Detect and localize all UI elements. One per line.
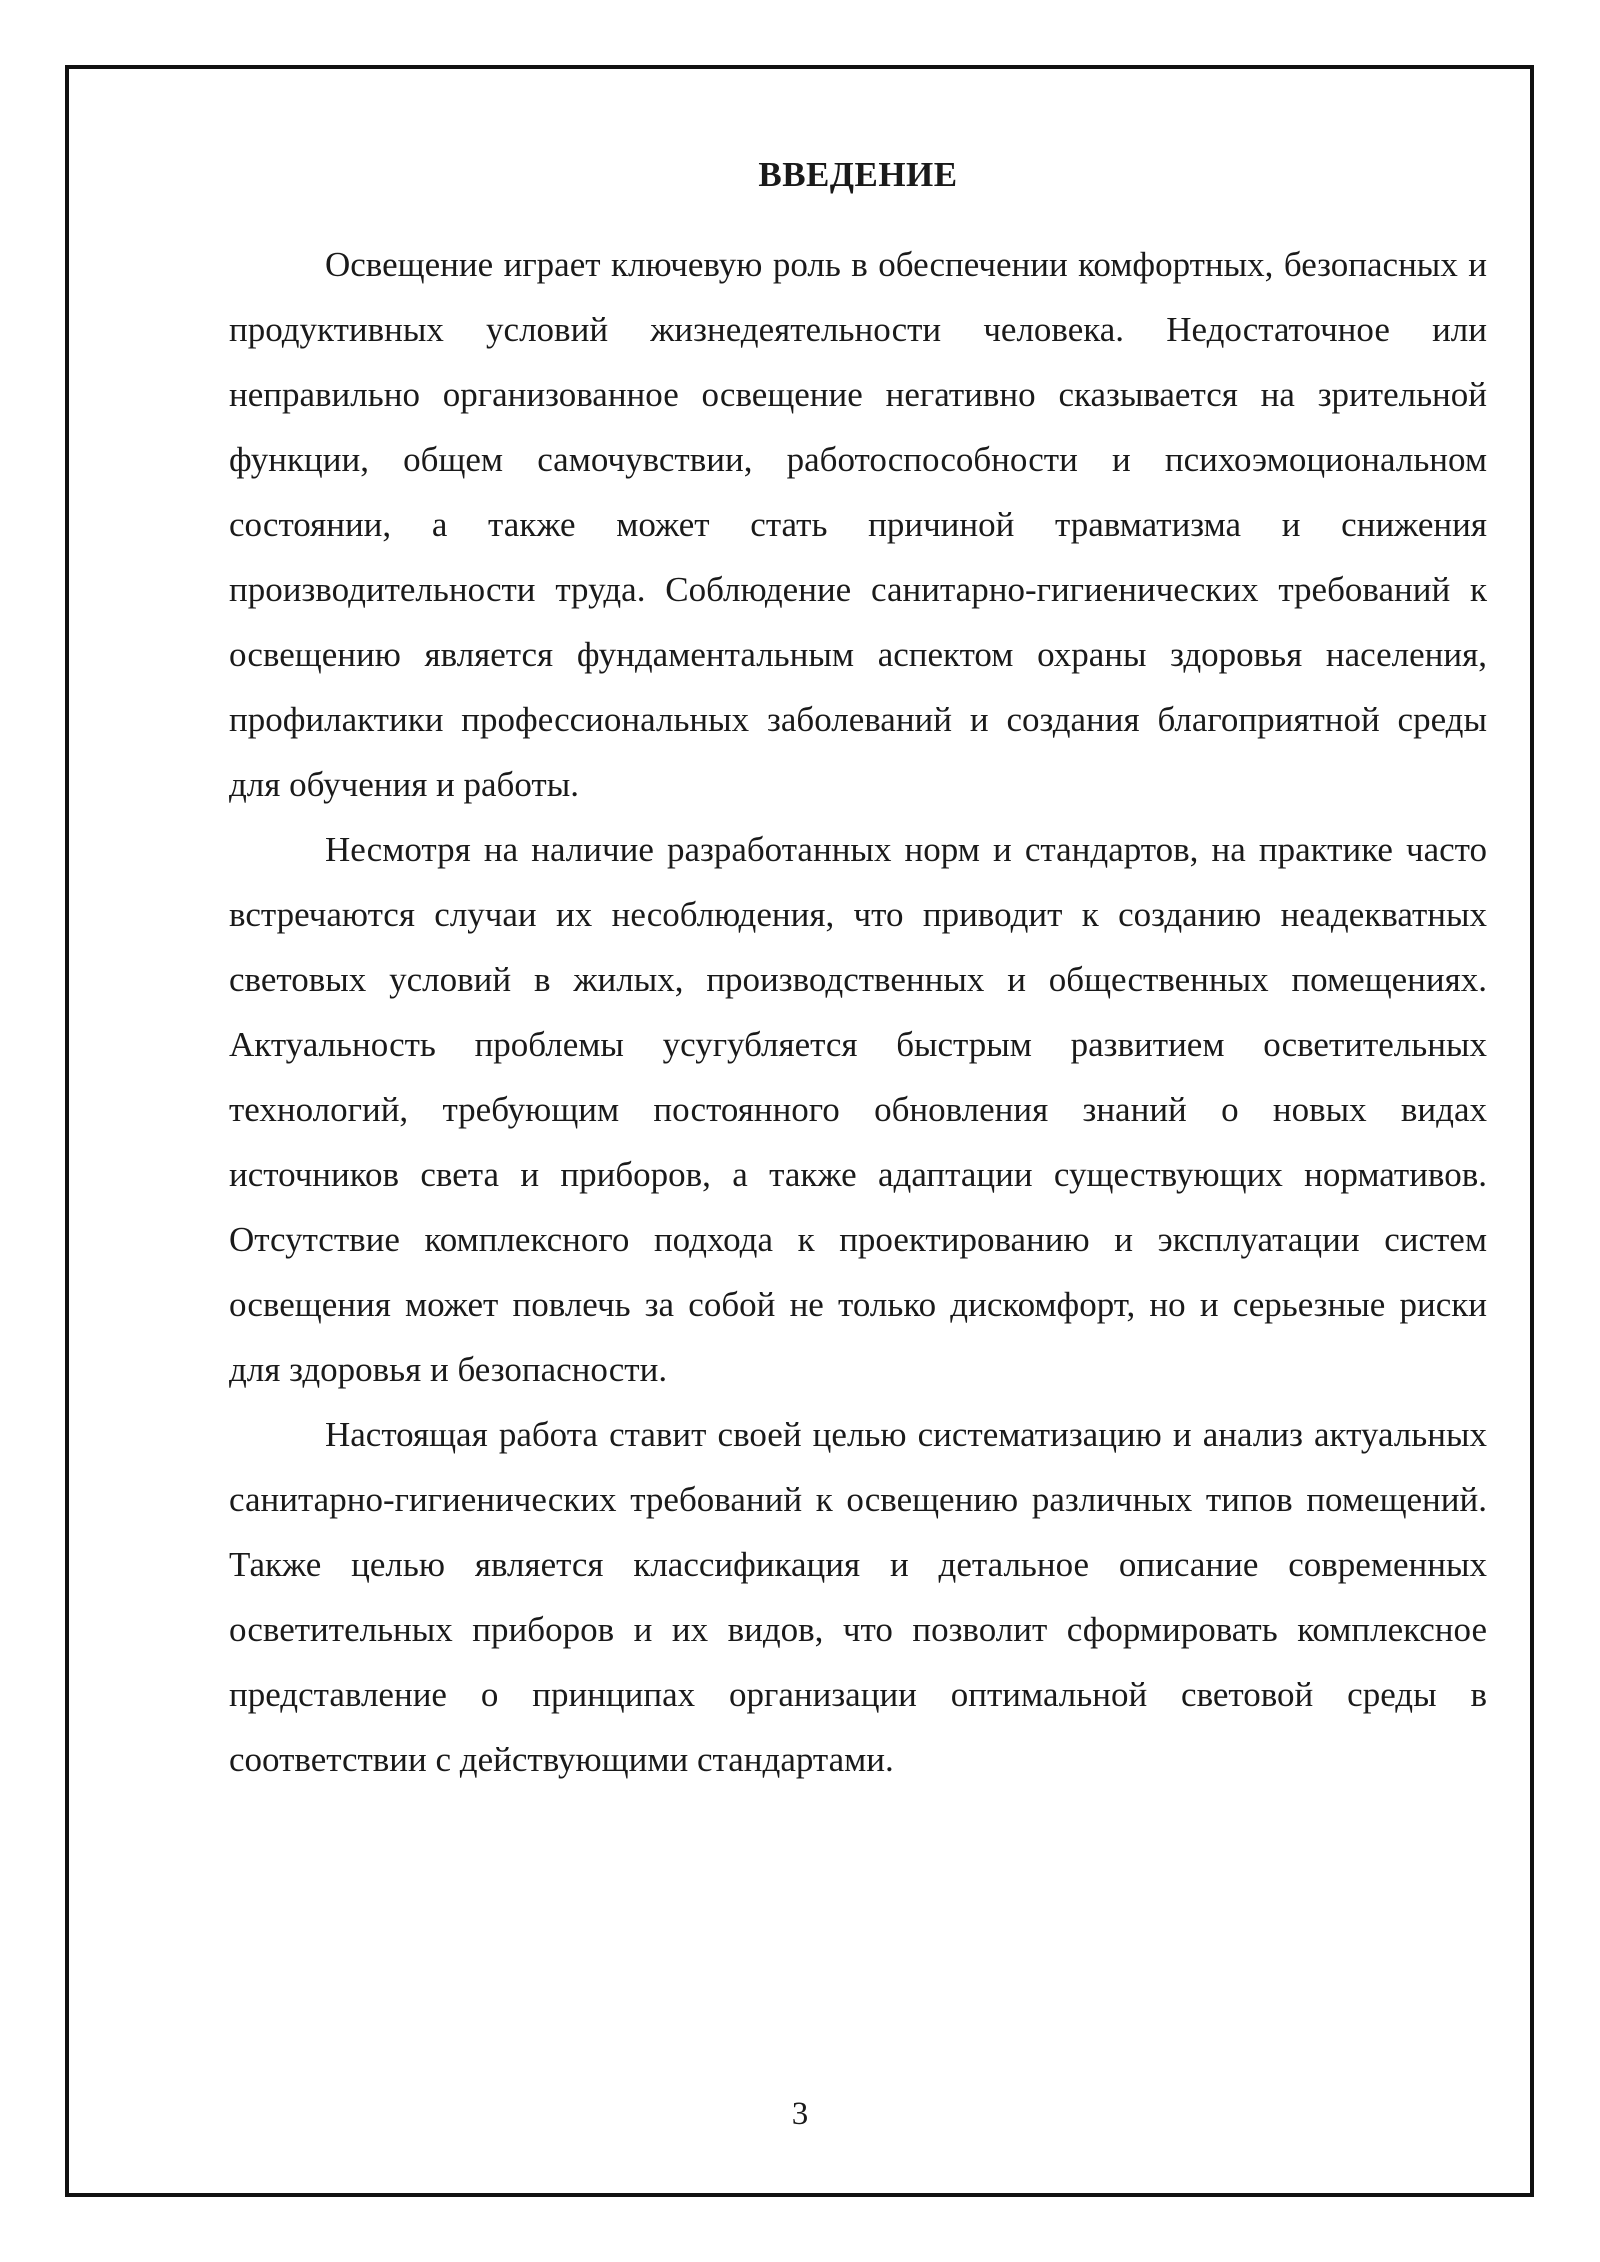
paragraph-3: Настоящая работа ставит своей целью систематизацию и анализ актуальных санитарно-гигиенических требований к освещению различных типов помещений. Также целью является классификация и детальное описание современных осветительных приборов и их видов, что позволит сформировать комплексное представление о принципах организации оптимальной световой среды в соответствии с действующими стандартами. xyxy=(229,1415,1487,1779)
document-body xyxy=(229,142,1487,1792)
page-number: 3 xyxy=(791,2096,809,2132)
section-heading: ВВЕДЕНИЕ xyxy=(758,155,958,194)
paragraph-1: Освещение играет ключевую роль в обеспечении комфортных, безопасных и продуктивных условий жизнедеятельности человека. Недостаточное или неправильно организованное освещение негативно сказывается на зрительной функции, общем самочувствии, работоспособности и психоэмоциональном состоянии, а также может стать причиной травматизма и снижения производительности труда. Соблюдение санитарно-гигиенических требований к освещению является фундаментальным аспектом охраны здоровья населения, профилактики профессиональных заболеваний и создания благоприятной среды для обучения и работы. xyxy=(229,245,1487,804)
paragraph-2: Несмотря на наличие разработанных норм и стандартов, на практике часто встречаются случаи их несоблюдения, что приводит к созданию неадекватных световых условий в жилых, производственных и общественных помещениях. Актуальность проблемы усугубляется быстрым развитием осветительных технологий, требующим постоянного обновления знаний о новых видах источников света и приборов, а также адаптации существующих нормативов. Отсутствие комплексного подхода к проектированию и эксплуатации систем освещения может повлечь за собой не только дискомфорт, но и серьезные риски для здоровья и безопасности. xyxy=(229,830,1487,1389)
